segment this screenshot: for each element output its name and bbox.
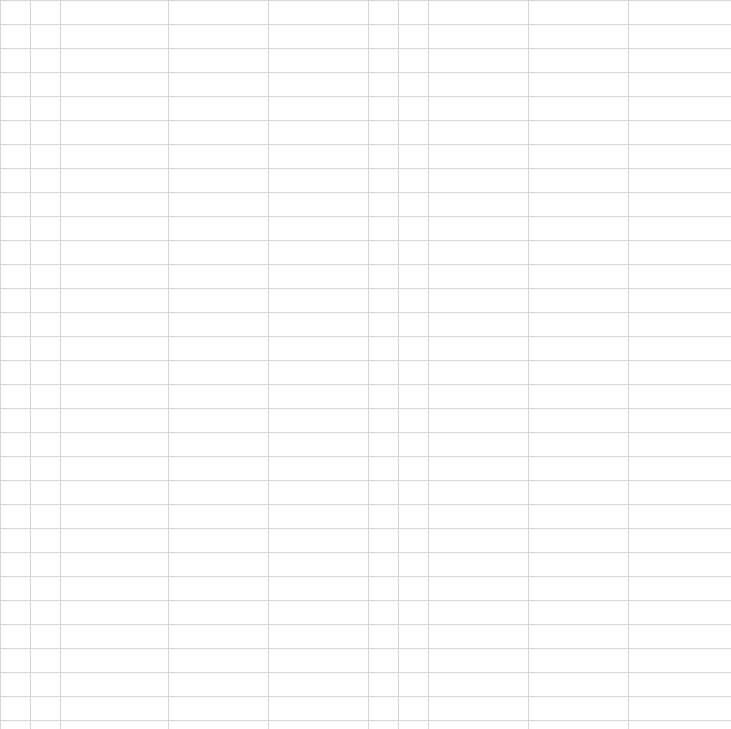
grid-column-line — [398, 0, 399, 729]
grid-column-line — [268, 0, 269, 729]
grid-column-line — [30, 0, 31, 729]
grid-column-line — [628, 0, 629, 729]
grid-column-line — [528, 0, 529, 729]
grid-column-line — [368, 0, 369, 729]
grid-column-line — [60, 0, 61, 729]
grid-column-line — [168, 0, 169, 729]
grid-column-line — [428, 0, 429, 729]
